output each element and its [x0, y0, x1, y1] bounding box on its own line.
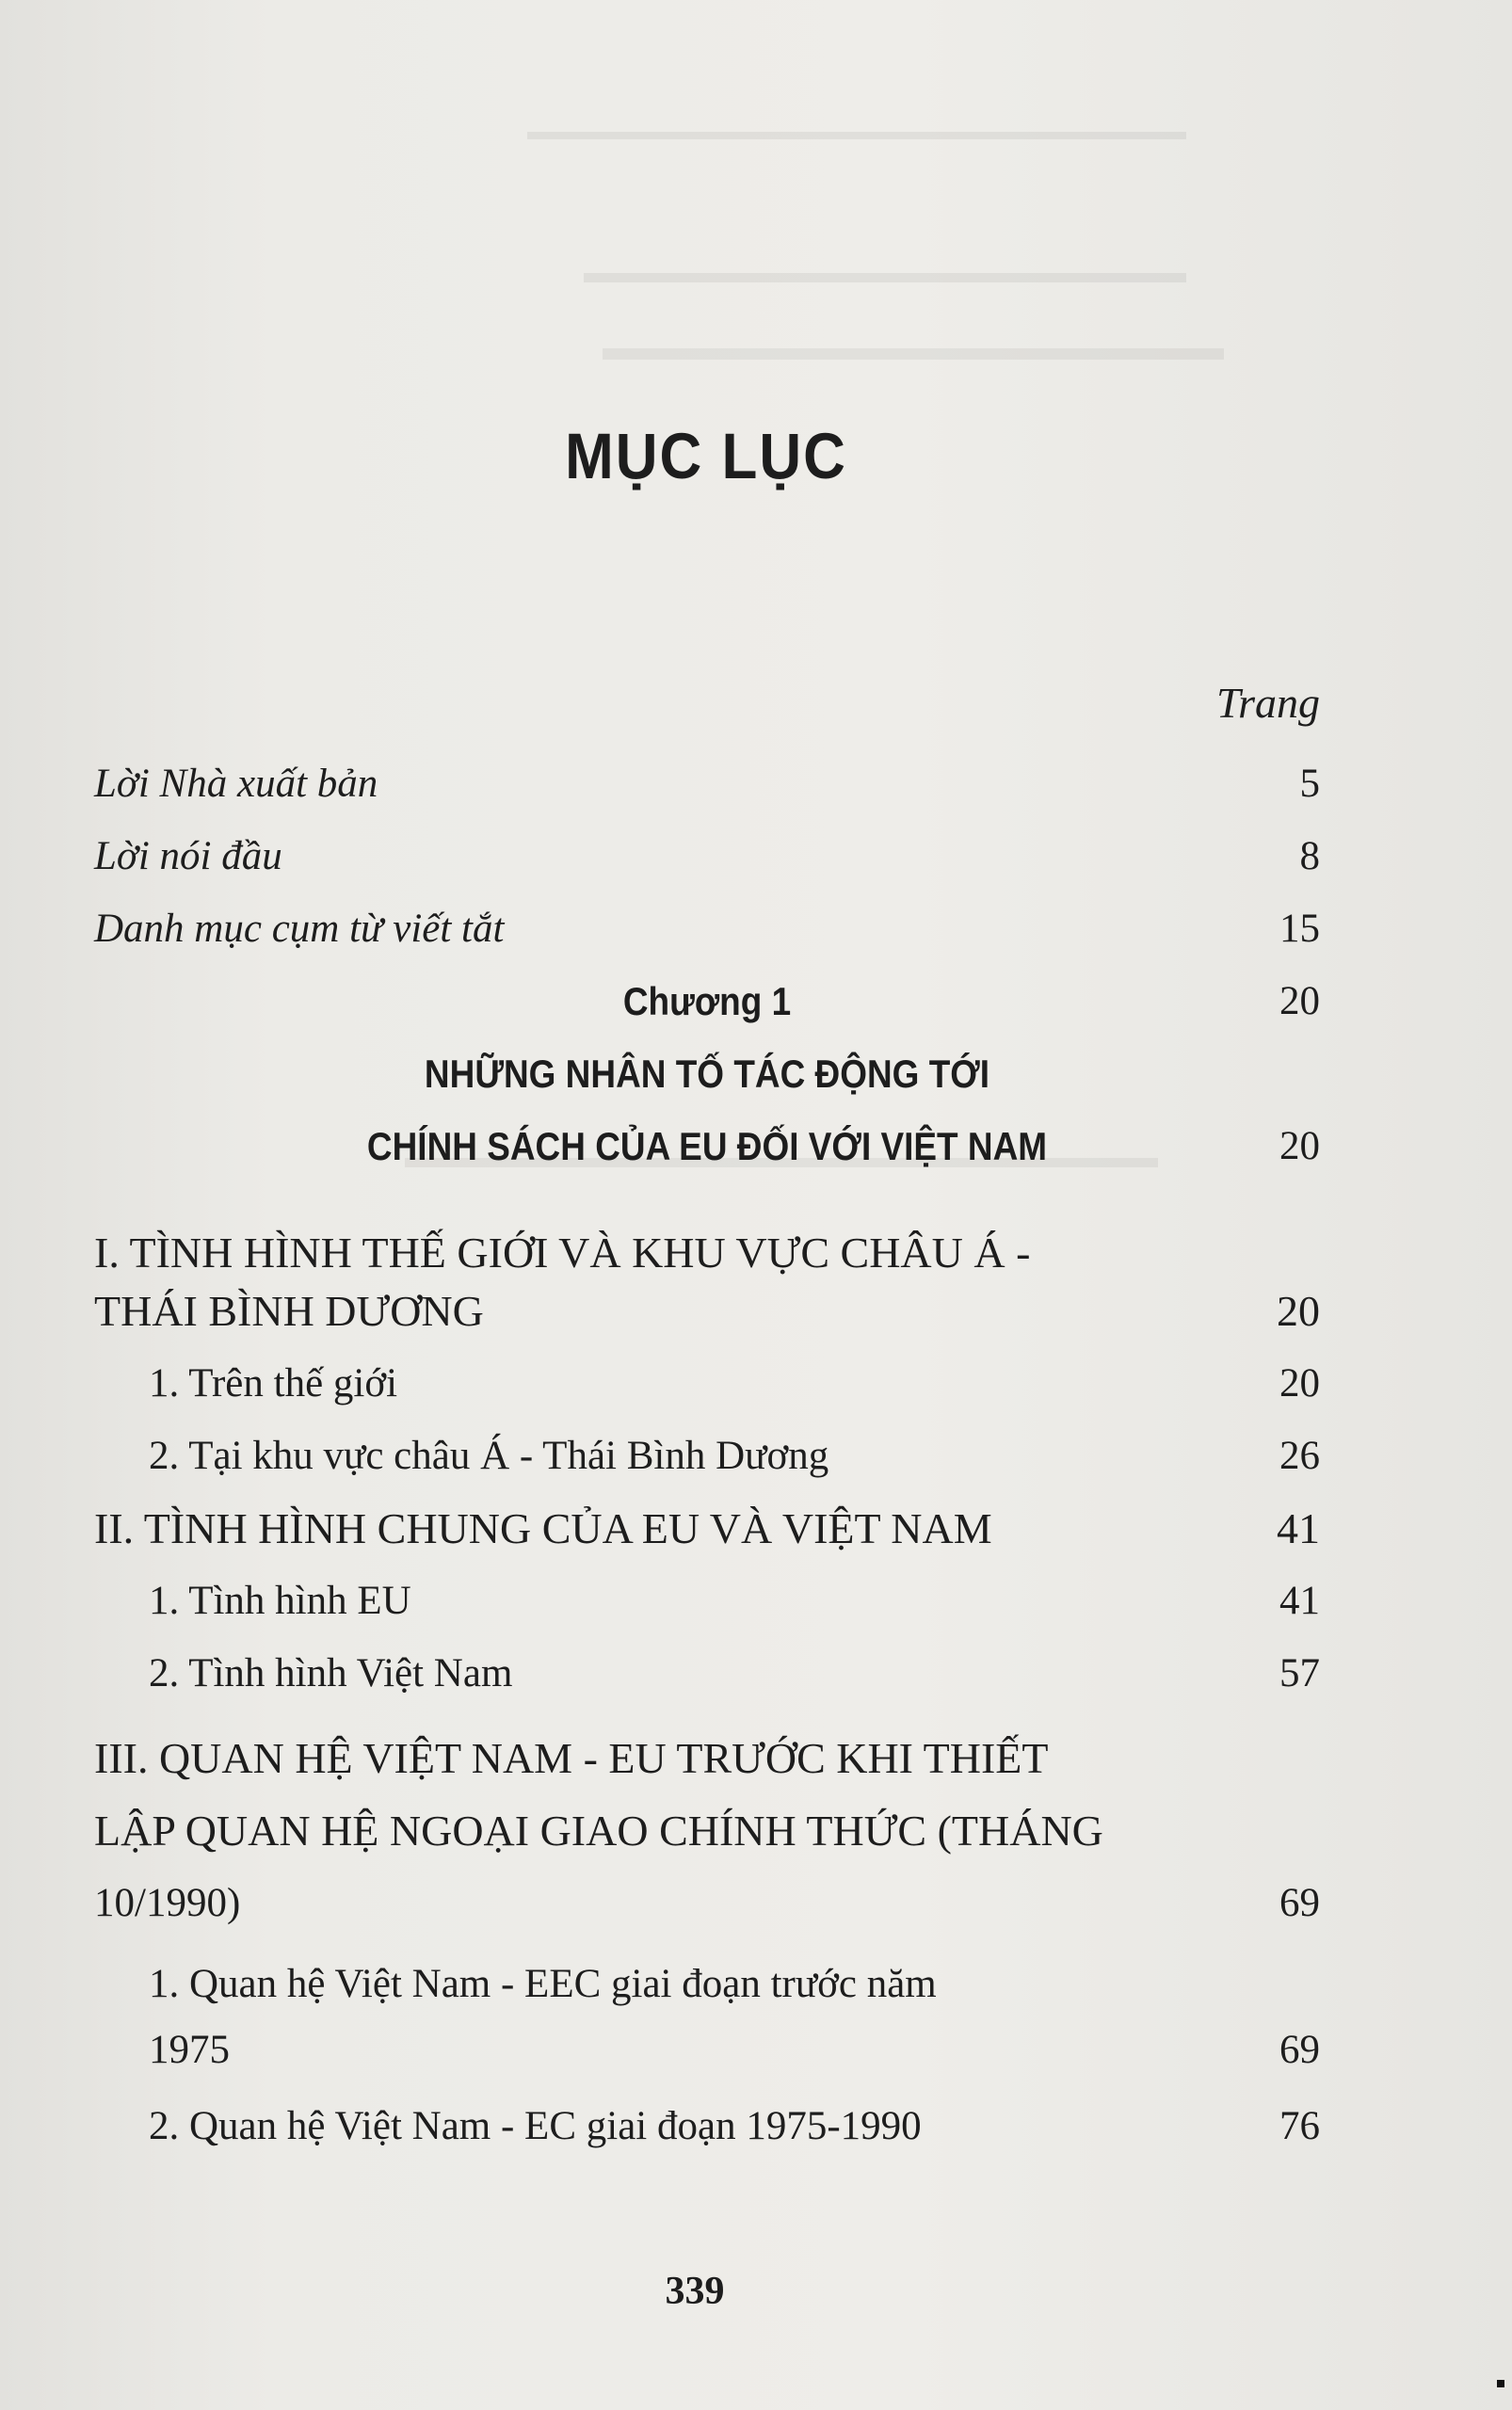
show-through-text	[584, 273, 1186, 282]
toc-subentry[interactable]	[149, 1949, 1320, 2020]
toc-entry-label: 1975	[149, 2028, 230, 2072]
chapter-title-line: CHÍNH SÁCH CỦA EU ĐỐI VỚI VIỆT NAM	[366, 1124, 1048, 1168]
toc-entry-label: 1. Trên thế giới	[149, 1361, 398, 1406]
toc-entry[interactable]	[94, 748, 1320, 820]
toc-entry-label: Lời Nhà xuất bản	[94, 762, 378, 806]
toc-entry-label: Danh mục cụm từ viết tắt	[94, 907, 505, 951]
toc-section-label: THÁI BÌNH DƯƠNG	[94, 1287, 484, 1335]
toc-section-label: 10/1990)	[94, 1881, 241, 1925]
toc-subentry[interactable]	[149, 1566, 1320, 1637]
toc-entry-label: 1. Tình hình EU	[149, 1579, 411, 1623]
toc-subentry[interactable]	[149, 2091, 1320, 2162]
toc-entry-label: 2. Tình hình Việt Nam	[149, 1651, 513, 1695]
toc-subentry[interactable]	[149, 2015, 1320, 2086]
toc-section-label: LẬP QUAN HỆ NGOẠI GIAO CHÍNH THỨC (THÁNG	[94, 1807, 1103, 1855]
toc-entry[interactable]	[94, 893, 1320, 965]
scan-speck	[1497, 2380, 1504, 2387]
toc-subentry[interactable]	[149, 1348, 1320, 1420]
toc-entry-page: 69	[1279, 1881, 1320, 1925]
toc-entry-page: 26	[1279, 1434, 1320, 1478]
toc-entry-page: 20	[1279, 979, 1320, 1023]
toc-entry[interactable]	[94, 821, 1320, 892]
toc-section-line[interactable]	[94, 1795, 1320, 1867]
toc-entry-label: 1. Quan hệ Việt Nam - EEC giai đoạn trước năm	[149, 1962, 937, 2006]
toc-section-line[interactable]	[94, 1868, 1320, 1939]
toc-entry-page: 20	[1277, 1287, 1320, 1335]
toc-entry-page: 20	[1279, 1124, 1320, 1168]
page-number: 339	[665, 2270, 725, 2313]
toc-entry-page: 41	[1277, 1504, 1320, 1552]
toc-subentry[interactable]	[149, 1421, 1320, 1492]
toc-entry-label: Lời nói đầu	[94, 834, 282, 878]
toc-entry-page: 57	[1279, 1651, 1320, 1695]
toc-entry-label: 2. Tại khu vực châu Á - Thái Bình Dương	[149, 1434, 829, 1478]
chapter-title-line: NHỮNG NHÂN TỐ TÁC ĐỘNG TỚI	[424, 1052, 990, 1096]
toc-entry-page: 69	[1279, 2028, 1320, 2072]
page-title: MỤC LỤC	[565, 421, 847, 493]
toc-entry-page: 41	[1279, 1579, 1320, 1623]
toc-entry-page: 5	[1299, 762, 1320, 806]
toc-entry-page: 8	[1299, 834, 1320, 878]
toc-entry-page: 15	[1279, 907, 1320, 951]
toc-section-line[interactable]	[94, 1493, 1320, 1565]
toc-subentry[interactable]	[149, 1638, 1320, 1710]
toc-entry-page: 20	[1279, 1361, 1320, 1406]
page-column-label: Trang	[1216, 679, 1320, 727]
toc-section-line[interactable]	[94, 1723, 1320, 1794]
chapter-label: Chương 1	[622, 979, 792, 1023]
show-through-text	[603, 348, 1224, 360]
toc-entry-page: 76	[1279, 2104, 1320, 2148]
show-through-text	[527, 132, 1186, 139]
toc-section-line[interactable]	[94, 1276, 1320, 1347]
toc-section-label: I. TÌNH HÌNH THẾ GIỚI VÀ KHU VỰC CHÂU Á -	[94, 1229, 1031, 1277]
toc-entry-label: 2. Quan hệ Việt Nam - EC giai đoạn 1975-1990	[149, 2104, 922, 2148]
toc-section-label: III. QUAN HỆ VIỆT NAM - EU TRƯỚC KHI THIẾT	[94, 1734, 1049, 1782]
toc-section-label: II. TÌNH HÌNH CHUNG CỦA EU VÀ VIỆT NAM	[94, 1504, 992, 1552]
